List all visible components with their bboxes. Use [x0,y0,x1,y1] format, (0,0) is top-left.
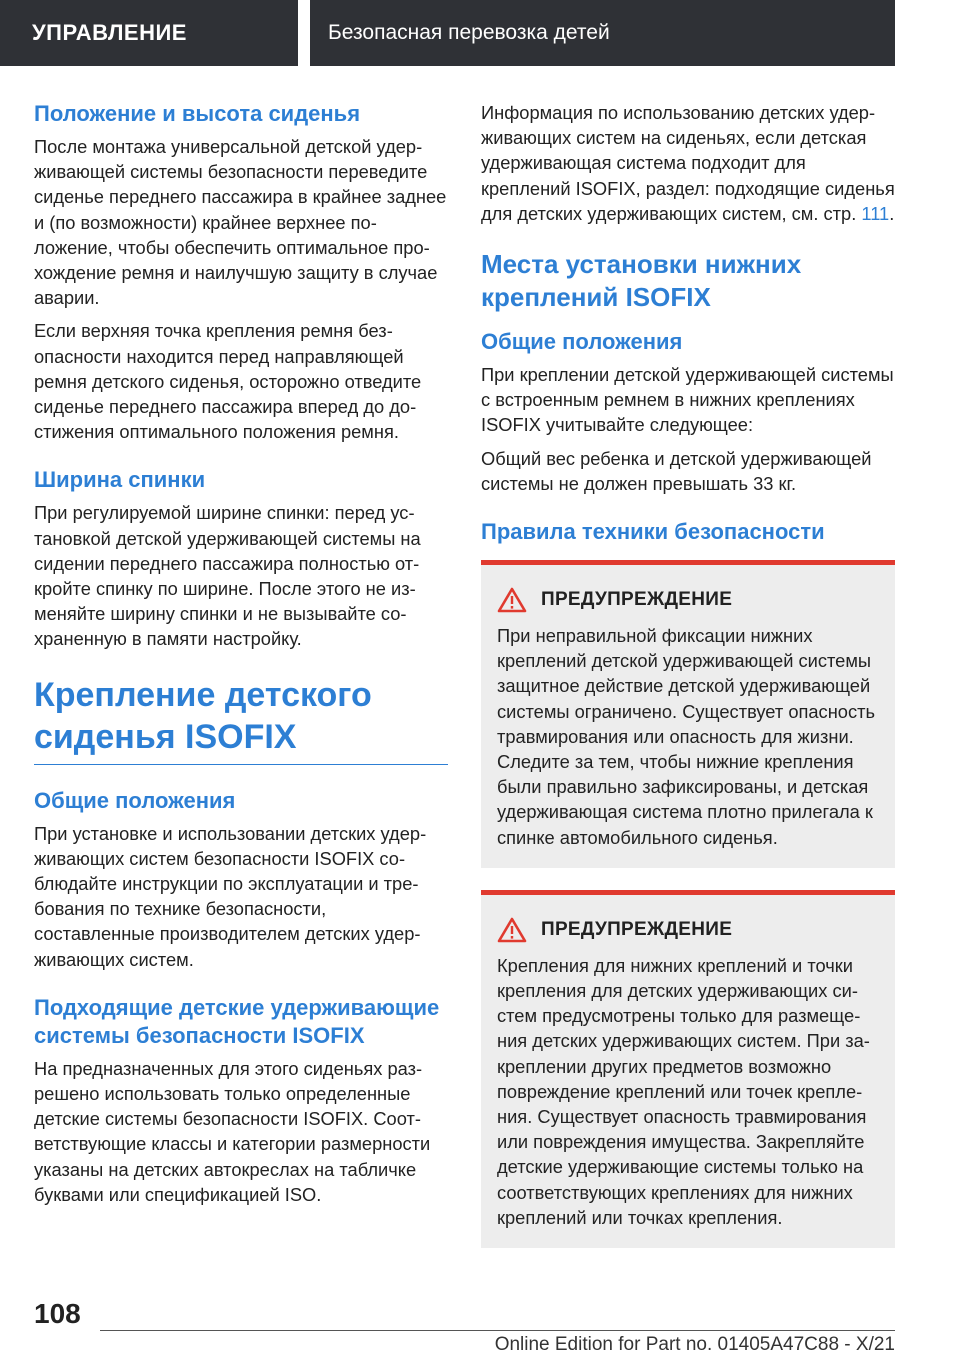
paragraph-suitable-isofix-systems: На предназначенных для этого сиденьях разрешено использовать только определенные детские системы безопасности ISOFIX. Соответствующие классы и категории размерности указаны на детских автокреслах на табличке буквами или спецификацией ISO. [34,1057,431,1205]
heading-seat-position: Положение и высота сиденья [34,101,361,126]
heading-suitable-isofix-systems: Подходящие детские удерживающие системы безопасности ISOFIX [34,994,440,1048]
footer-rule [100,1330,895,1331]
left-column [34,100,448,1215]
warning-box-2 [481,890,895,1248]
warning-triangle-icon [497,917,527,943]
heading-isofix-mounting: Крепление детского сиденья ISOFIX [34,675,372,756]
warning-label: ПРЕДУПРЕЖДЕНИЕ [541,589,733,611]
page-number: 108 [34,1298,81,1329]
page-header [0,0,960,66]
heading-safety-rules: Правила техники безопасности [481,519,825,545]
warning-triangle-icon [497,587,527,613]
heading-general-provisions-left: Общие положения [34,787,236,813]
heading-rule [34,764,448,765]
page-reference-link[interactable]: 111 [861,202,890,224]
heading-isofix-lower-anchors: Места установки нижних креплений ISOFIX [481,249,802,313]
paragraph-seat-position-1: После монтажа универсальной детской удерживающей системы безопасности переведите сиденье переднего пассажира в крайнее заднее и (по возможности) крайнее верхнее положение, чтобы обеспечить оптимальное прохождение ремня и наилучшую защиту в случае аварии. [34,136,447,309]
paragraph-seat-position-2: Если верхняя точка крепления ремня безопасности находится перед направляющей ремня детского сиденья, осторожно отведите сиденье переднего пассажира вперед до достижения оптимального положения ремня. [34,320,422,443]
warning-box-1 [481,560,895,868]
heading-general-provisions-right: Общие положения [481,329,683,355]
footer-edition: Online Edition for Part no. 01405A47C88 - X/21 [494,1334,895,1355]
header-chapter-title: Безопасная перевозка детей [310,0,895,66]
paragraph-isofix-info: Информация по использованию детских удерживающих систем на сиденьях, если детская удерживающая система подходит для креплений ISOFIX, раздел: подходящие сиденья для детских удерживающих систем, см. стр. 111. [481,102,895,224]
warning-text-1: При неправильной фиксации нижних креплений детской удерживающей системы защитное действие детской удерживающей системы ограничено. Существует опасность травмирования или опасность для жизни. Следите за тем, чтобы нижние крепления были правильно зафиксированы, и детская удерживающая система плотно прилегала к спинке автомобильного сиденья. [497,625,875,848]
warning-text-2: Крепления для нижних креплений и точки крепления для детских удерживающих систем предусмотрены только для размещения детских удерживающих систем. При закреплении других предметов возможно повреждение креплений или точек крепления. Существует опасность травмирования или повреждения имущества. Закрепляйте детские удерживающие системы только на соответствующих креплениях для нижних креплений или точках крепления. [497,954,870,1228]
warning-label: ПРЕДУПРЕЖДЕНИЕ [541,918,733,940]
header-section-title: УПРАВЛЕНИЕ [0,0,298,66]
heading-backrest-width: Ширина спинки [34,467,206,493]
paragraph-backrest-width: При регулируемой ширине спинки: перед установкой детской удерживающей системы на сидении переднего пассажира полностью откройте спинку по ширине. После этого не изменяйте ширину спинки и не вызывайте сохраненную в памяти настройку. [34,502,421,650]
paragraph-general-provisions-right-2: Общий вес ребенка и детской удерживающей системы не должен превышать 33 кг. [481,447,872,494]
paragraph-general-provisions-left: При установке и использовании детских удерживающих систем безопасности ISOFIX соблюдайте инструкции по эксплуатации и требования по технике безопасности, составленные производителем детских удерживающих систем. [34,822,427,970]
right-column [481,100,895,1270]
paragraph-general-provisions-right-1: При креплении детской удерживающей системы с встроенным ремнем в нижних креплениях ISOFIX учитывайте следующее: [481,364,894,436]
